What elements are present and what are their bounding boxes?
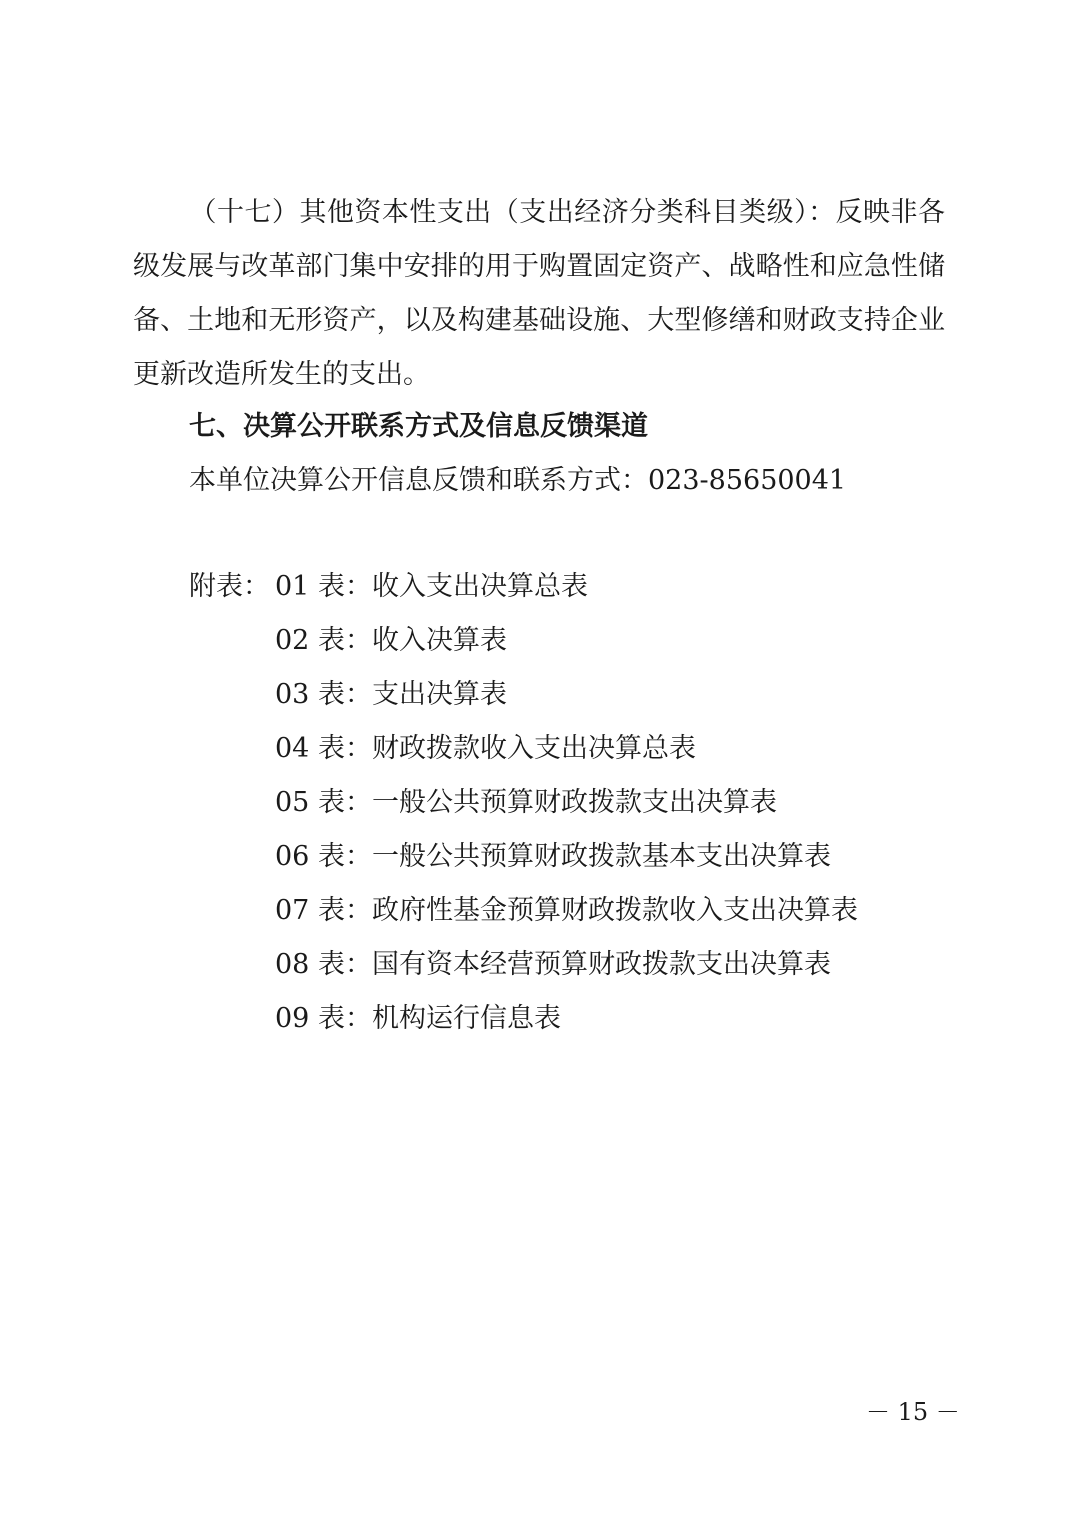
- attachment-number: 02 表：: [275, 625, 372, 656]
- attachment-title: 收入支出决算总表: [371, 571, 588, 602]
- attachment-item: [189, 830, 858, 884]
- attachment-number: 06 表：: [275, 841, 372, 872]
- contact-phone: 023-85650041: [648, 465, 847, 496]
- attachment-number: 01 表：: [275, 571, 372, 602]
- contact-line: [189, 454, 846, 508]
- attachment-item: [189, 668, 858, 722]
- attachment-title: 支出决算表: [371, 679, 507, 710]
- attachment-item: [189, 776, 858, 830]
- attachment-item: [189, 884, 858, 938]
- section-7-heading: 七、决算公开联系方式及信息反馈渠道: [189, 411, 648, 442]
- attachment-prefix: 附表：: [189, 571, 270, 602]
- contact-label: 本单位决算公开信息反馈和联系方式：: [189, 465, 648, 496]
- attachment-item: [189, 560, 858, 614]
- attachment-item: [189, 614, 858, 668]
- attachment-title: 财政拨款收入支出决算总表: [371, 733, 696, 764]
- attachment-title: 政府性基金预算财政拨款收入支出决算表: [371, 895, 858, 926]
- section-17-text: （十七）其他资本性支出（支出经济分类科目类级）：反映非各级发展与改革部门集中安排的用于购置固定资产、战略性和应急性储备、土地和无形资产，以及构建基础设施、大型修缮和财政支持企业更新改造所发生的支出。: [133, 197, 945, 390]
- attachment-item: [189, 992, 858, 1046]
- attachment-number: 08 表：: [275, 949, 372, 980]
- attachment-title: 收入决算表: [371, 625, 507, 656]
- attachment-number: 09 表：: [275, 1003, 372, 1034]
- attachment-number: 07 表：: [275, 895, 372, 926]
- attachment-item: [189, 938, 858, 992]
- page-number: － 15 －: [866, 1398, 960, 1426]
- attachment-item: [189, 722, 858, 776]
- attachment-number: 04 表：: [275, 733, 372, 764]
- attachment-number: 03 表：: [275, 679, 372, 710]
- section-17-paragraph: [133, 186, 945, 402]
- attachment-title: 一般公共预算财政拨款基本支出决算表: [371, 841, 831, 872]
- attachment-title: 国有资本经营预算财政拨款支出决算表: [371, 949, 831, 980]
- attachment-number: 05 表：: [275, 787, 372, 818]
- attachment-title: 机构运行信息表: [371, 1003, 561, 1034]
- attachment-list: [189, 560, 858, 1046]
- attachment-title: 一般公共预算财政拨款支出决算表: [371, 787, 777, 818]
